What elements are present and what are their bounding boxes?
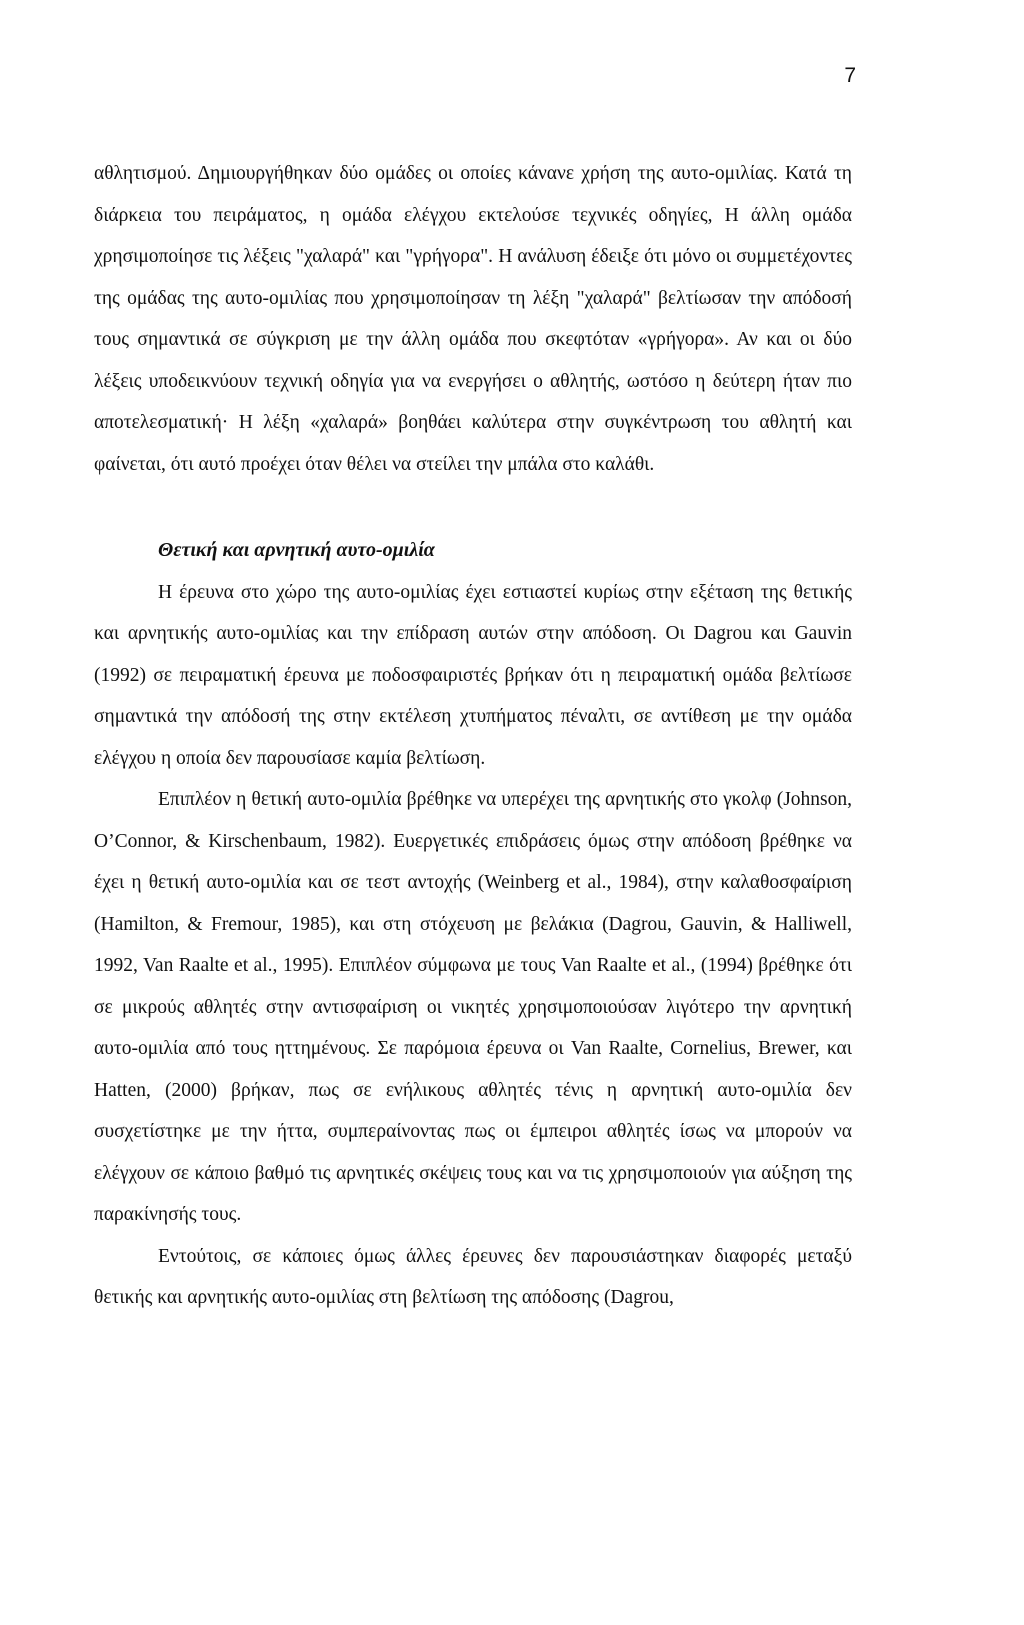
page-number: 7 [844,64,856,87]
section-heading: Θετική και αρνητική αυτο-ομιλία [158,539,435,561]
paragraph-positive-self-talk: Επιπλέον η θετική αυτο-ομιλία βρέθηκε να υπερέχει της αρνητικής στο γκολφ (Johnson, O’Connor, & Kirschenbaum, 1982). Ευεργετικές επιδράσεις όμως στην απόδοση βρέθηκε να έχει η θετική αυτο-ομιλία και σε τεστ αντοχής (Weinberg et al., 1984), στην καλαθοσφαίριση (Hamilton, & Fremour, 1985), και στη στόχευση με βελάκια (Dagrou, Gauvin, & Halliwell, 1992, Van Raalte et al., 1995). Επιπλέον σύμφωνα με τους Van Raalte et al., (1994) βρέθηκε ότι σε μικρούς αθλητές στην αντισφαίριση οι νικητές χρησιμοποιούσαν λιγότερο την αρνητική αυτο-ομιλία από τους ηττημένους. Σε παρόμοια έρευνα οι Van Raalte, Cornelius, Brewer, και Hatten, (2000) βρήκαν, πως σε ενήλικους αθλητές τένις η αρνητική αυτο-ομιλία δεν συσχετίστηκε με την ήττα, συμπεραίνοντας πως οι έμπειροι αθλητές ίσως να μπορούν να ελέγχουν σε κάποιο βαθμό τις αρνητικές σκέψεις τους και να τις χρησιμοποιούν για αύξηση της παρακίνησής τους. [94,789,852,1225]
paragraph-no-differences: Εντούτοις, σε κάποιες όμως άλλες έρευνες δεν παρουσιάστηκαν διαφορές μεταξύ θετικής και αρνητικής αυτο-ομιλίας στη βελτίωση της απόδοσης (Dagrou, [94,1245,852,1308]
paragraph-continuation: αθλητισμού. Δημιουργήθηκαν δύο ομάδες οι οποίες κάνανε χρήση της αυτο-ομιλίας. Κατά τη διάρκεια του πειράματος, η ομάδα ελέγχου εκτελούσε τεχνικές οδηγίες, Η άλλη ομάδα χρησιμοποίησε τις λέξεις "χαλαρά" και "γρήγορα". Η ανάλυση έδειξε ότι μόνο οι συμμετέχοντες της ομάδας της αυτο-ομιλίας που χρησιμοποίησαν τη λέξη "χαλαρά" βελτίωσαν την απόδοσή τους σημαντικά σε σύγκριση με την άλλη ομάδα που σκεφτόταν «γρήγορα». Αν και οι δύο λέξεις υποδεικνύουν τεχνική οδηγία για να ενεργήσει ο αθλητής, ωστόσο η δεύτερη ήταν πιο αποτελεσματική· Η λέξη «χαλαρά» βοηθάει καλύτερα στην συγκέντρωση του αθλητή και φαίνεται, ότι αυτό προέχει όταν θέλει να στείλει την μπάλα στο καλάθι. [94,163,852,475]
document-body [94,153,852,1319]
paragraph-research-focus: Η έρευνα στο χώρο της αυτο-ομιλίας έχει εστιαστεί κυρίως στην εξέταση της θετικής και αρνητικής αυτο-ομιλίας και την επίδραση αυτών στην απόδοση. Οι Dagrou και Gauvin (1992) σε πειραματική έρευνα με ποδοσφαιριστές βρήκαν ότι η πειραματική ομάδα βελτίωσε σημαντικά την απόδοσή της στην εκτέλεση χτυπήματος πέναλτι, σε αντίθεση με την ομάδα ελέγχου η οποία δεν παρουσίασε καμία βελτίωση. [94,581,852,769]
